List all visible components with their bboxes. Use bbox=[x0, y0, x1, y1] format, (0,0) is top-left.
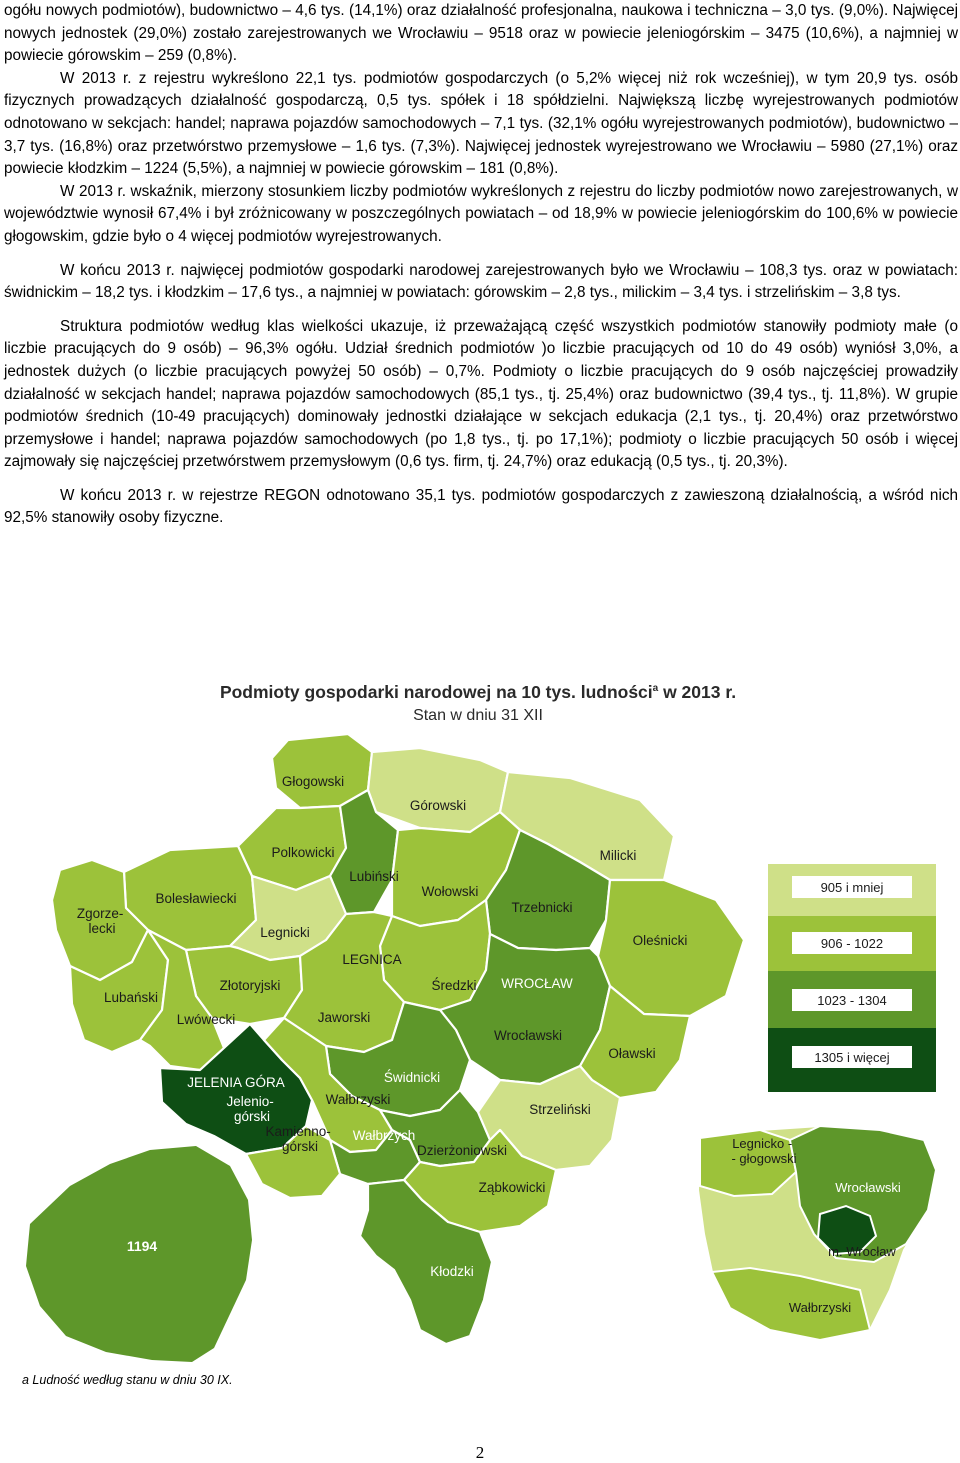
label-zlotoryjski: Złotoryjski bbox=[219, 978, 281, 993]
inset-label-m-wroclaw: m. Wrocław bbox=[828, 1244, 896, 1259]
label-wroclaw: WROCŁAW bbox=[501, 976, 573, 991]
legend-label-3: 1023 - 1304 bbox=[817, 993, 887, 1008]
inset-label-walbrzyski: Wałbrzyski bbox=[788, 1300, 852, 1315]
label-wolowski: Wołowski bbox=[421, 884, 479, 899]
label-line: - głogowski bbox=[731, 1151, 797, 1166]
label-swidnicki: Świdnicki bbox=[383, 1070, 441, 1085]
legend-label-2: 906 - 1022 bbox=[820, 936, 884, 951]
legend bbox=[768, 864, 936, 1092]
label-legnicki: Legnicki bbox=[260, 925, 310, 940]
label-polkowicki: Polkowicki bbox=[271, 845, 335, 860]
label-zgorzelecki: Zgorze- lecki bbox=[76, 906, 124, 936]
label-lubinski: Lubiński bbox=[349, 869, 399, 884]
page-number: 2 bbox=[475, 1443, 485, 1462]
label-dzierzoniowski: Dzierżoniowski bbox=[416, 1143, 508, 1158]
paragraph: W 2013 r. z rejestru wykreślono 22,1 tys. podmiotów gospodarczych (o 5,2% więcej niż rok wcześniej), w tym 20,9 tys. osób fizycznych prowadzących działalność gospodarczą, 0,5 tys. spółek i 18 spółdzielni. Największą liczbę wyrejestrowanych podmiotów odnotowano w sekcjach: handel; naprawa pojazdów samochodowych – 7,1 tys. (32,1% ogółu wyrejestrowanych podmiotów), budownictwo – 3,7 tys. (16,8%) oraz przetwórstwo przemysłowe – 1,6 tys. (7,3%). Najwięcej jednostek wyrejestrowano we Wrocławiu – 5980 (27,1%) oraz powiecie kłodzkim – 1224 (5,5%), a najmniej w powiecie górowskim – 181 (0,8%). bbox=[4, 69, 958, 178]
paragraph: W końcu 2013 r. w rejestrze REGON odnotowano 35,1 tys. podmiotów gospodarczych z zawieszoną działalnością, a wśród nich 92,5% stanowiły osoby fizyczne. bbox=[4, 486, 958, 527]
legend-label-1: 905 i mniej bbox=[820, 880, 884, 895]
inset-left-value: 1194 bbox=[126, 1238, 158, 1254]
paragraph: W końcu 2013 r. najwięcej podmiotów gospodarki narodowej zarejestrowanych było we Wrocławiu – 108,3 tys. oraz w powiatach: świdnickim – 18,2 tys. i kłodzkim – 17,6 tys., a najmniej w powiatach: górowskim – 2,8 tys., milickim – 3,4 tys. i strzelińskim – 3,8 tys. bbox=[4, 261, 958, 302]
label-gorowski: Górowski bbox=[409, 798, 467, 813]
map-subtitle: Stan w dniu 31 XII bbox=[413, 707, 543, 724]
paragraph: W 2013 r. wskaźnik, mierzony stosunkiem liczby podmiotów wykreślonych z rejestru do liczby podmiotów nowo zarejestrowanych, w województwie wynosił 67,4% i był zróżnicowany w poszczególnych powiatach – od 18,9% w powiecie jeleniogórskim do 100,6% w powiecie głogowskim, gdzie było o 4 więcej podmiotów wyrejestrowanych. bbox=[4, 182, 958, 245]
legend-label-4: 1305 i więcej bbox=[814, 1050, 890, 1065]
label-walbrzych: Wałbrzych bbox=[352, 1128, 416, 1143]
label-jeleniogorski: Jelenio- górski bbox=[226, 1094, 274, 1124]
label-boleslawiecki: Bolesławiecki bbox=[155, 891, 237, 906]
label-jelenia-gora: JELENIA GÓRA bbox=[187, 1075, 285, 1090]
label-olesnicki: Oleśnicki bbox=[632, 933, 688, 948]
map-footnote: a Ludność według stanu w dniu 30 IX. bbox=[22, 1373, 233, 1387]
label-olawski: Oławski bbox=[608, 1046, 656, 1061]
map-title: Podmioty gospodarki narodowej na 10 tys. ludności$^a$ w 2013 r. bbox=[219, 682, 737, 702]
paragraph: Struktura podmiotów według klas wielkości ukazuje, iż przeważającą część wszystkich podmiotów stanowiły podmioty małe (o liczbie pracujących do 9 osób) – 96,3% ogółu. Udział średnich podmiotów )o liczbie pracujących od 10 do 49 osób) wyniósł 3,0%, a jednostek dużych (o liczbie pracujących powyżej 50 osób) – 0,7%. Podmioty o liczbie pracujących do 9 osób najczęściej prowadziły działalność w sekcjach handel; naprawa pojazdów samochodowych (85,1 tys., tj. 25,4%) oraz budownictwo (39,4 tys., tj. 11,8%). W grupie podmiotów średnich (10-49 pracujących) dominowały jednostki działające w sekcjach edukacja (2,1 tys., tj. 20,4%) oraz przetwórstwo przemysłowe i handel; naprawa pojazdów samochodowych (po 1,8 tys., tj. po 17,1%); podmioty o liczbie pracujących 50 osób i więcej zajmowały się najczęściej przetwórstwem przemysłowym (0,6 tys. firm, tj. 24,7%) oraz edukacją (0,5 tys., tj. 20,3%). bbox=[4, 317, 958, 471]
label-sredzki: Średzki bbox=[431, 978, 477, 993]
paragraph: ogółu nowych podmiotów), budownictwo – 4,6 tys. (14,1%) oraz działalność profesjonalna, naukowa i techniczna – 3,0 tys. (9,0%). Najwięcej nowych jednostek (29,0%) zostało zarejestrowanych we Wrocławiu – 9518 oraz w powiecie jeleniogórskim – 3475 (10,6%), a najmniej w powiecie górowskim – 259 (0,8%). bbox=[4, 2, 958, 65]
label-lwowecki: Lwówecki bbox=[176, 1012, 236, 1027]
inset-label-legnicko: Legnicko - - głogowski bbox=[731, 1136, 797, 1166]
label-milicki: Milicki bbox=[599, 848, 637, 863]
label-line: górski bbox=[281, 1139, 319, 1154]
inset-label-wroclawski: Wrocławski bbox=[835, 1180, 901, 1195]
label-walbrzyski: Wałbrzyski bbox=[325, 1092, 391, 1107]
label-line: lecki bbox=[88, 921, 116, 936]
label-glogowski: Głogowski bbox=[281, 774, 345, 789]
label-lubanski: Lubański bbox=[103, 990, 159, 1005]
label-strzelinski: Strzeliński bbox=[529, 1102, 591, 1117]
inset-left-shape bbox=[26, 1146, 252, 1362]
inset-left bbox=[26, 1146, 252, 1362]
label-legnica: LEGNICA bbox=[342, 952, 402, 967]
label-klodzki: Kłodzki bbox=[430, 1264, 474, 1279]
label-kamiennogorski: Kamienno- górski bbox=[265, 1124, 331, 1154]
label-line: górski bbox=[233, 1109, 271, 1124]
label-trzebnicki: Trzebnicki bbox=[511, 900, 573, 915]
label-zabkowicki: Ząbkowicki bbox=[478, 1180, 546, 1195]
label-wroclawski: Wrocławski bbox=[493, 1028, 563, 1043]
label-jaworski: Jaworski bbox=[317, 1010, 371, 1025]
